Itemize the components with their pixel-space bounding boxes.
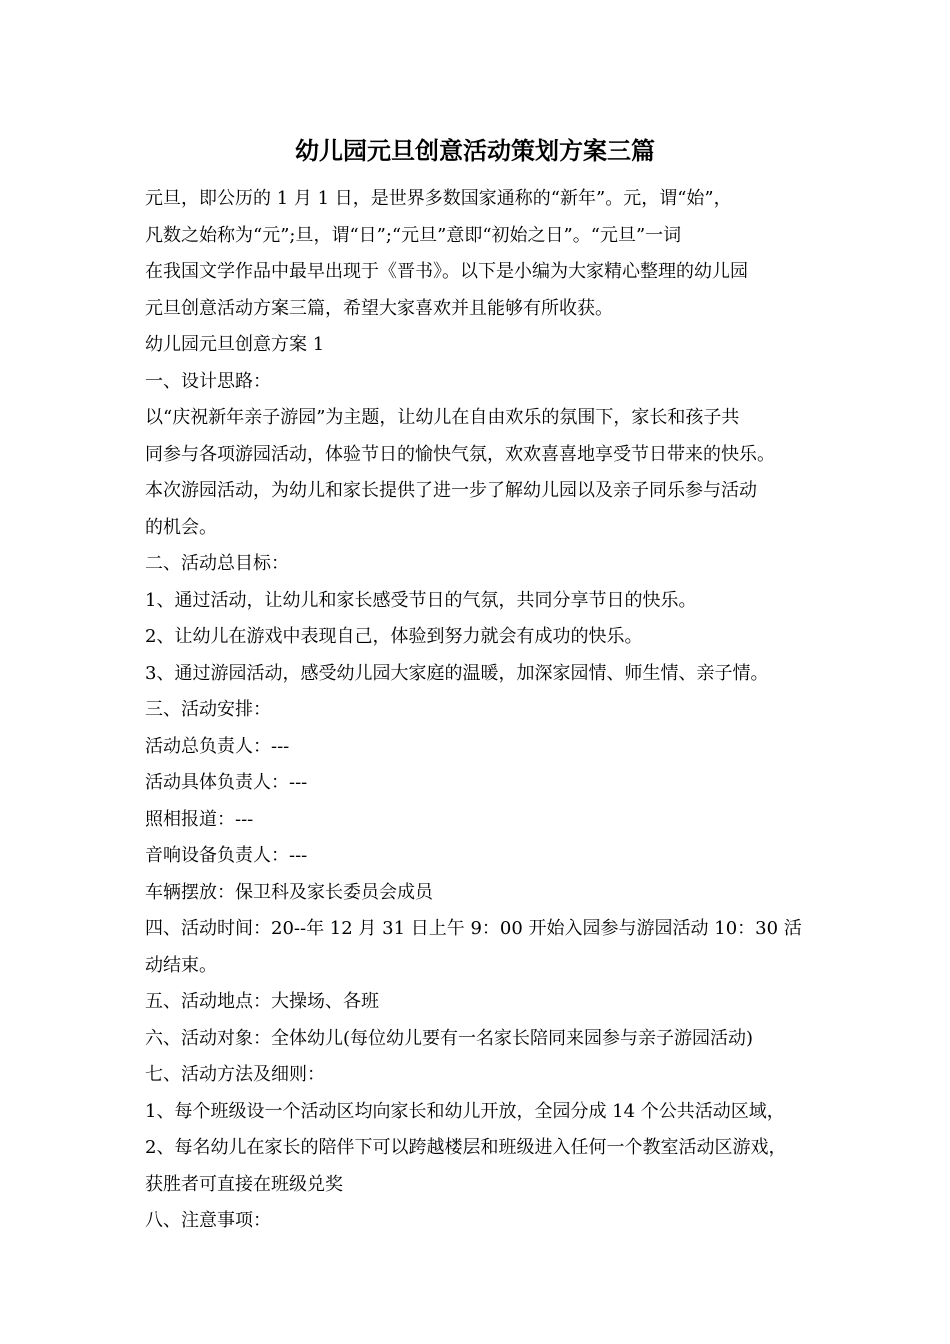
text-line: 车辆摆放：保卫科及家长委员会成员 — [145, 881, 433, 903]
text-line: 动结束。 — [145, 954, 217, 976]
text-line: 活动总负责人：--- — [145, 735, 290, 757]
text-line: 在我国文学作品中最早出现于《晋书》。以下是小编为大家精心整理的幼儿园 — [145, 261, 748, 282]
list-item: 2、让幼儿在游戏中表现自己，体验到努力就会有成功的快乐。 — [145, 626, 643, 647]
text-line: 元旦，即公历的 1 月 1 日，是世界多数国家通称的“新年”。元，谓“始”， — [145, 188, 732, 209]
list-item: 1、通过活动，让幼儿和家长感受节日的气氛，共同分享节日的快乐。 — [145, 589, 697, 611]
text-line: 本次游园活动，为幼儿和家长提供了进一步了解幼儿园以及亲子同乐参与活动 — [145, 480, 757, 501]
section-heading: 二、活动总目标： — [145, 553, 289, 574]
document-title: 幼儿园元旦创意活动策划方案三篇 — [295, 136, 655, 165]
section-heading: 六、活动对象：全体幼儿(每位幼儿要有一名家长陪同来园参与亲子游园活动) — [145, 1027, 754, 1049]
text-line: 照相报道：--- — [145, 808, 254, 830]
section-heading: 四、活动时间：20--年 12 月 31 日上午 9：00 开始入园参与游园活动 10：30 活 — [145, 918, 802, 939]
section-heading: 八、注意事项： — [145, 1210, 271, 1231]
text-line: 获胜者可直接在班级兑奖 — [145, 1173, 343, 1195]
text-line: 同参与各项游园活动，体验节日的愉快气氛，欢欢喜喜地享受节日带来的快乐。 — [145, 443, 775, 465]
text-line: 元旦创意活动方案三篇，希望大家喜欢并且能够有所收获。 — [145, 297, 613, 319]
text-line: 以“庆祝新年亲子游园”为主题，让幼儿在自由欢乐的氛围下，家长和孩子共 — [145, 407, 740, 428]
section-heading: 幼儿园元旦创意方案 1 — [145, 334, 325, 355]
text-line: 音响设备负责人：--- — [145, 845, 308, 866]
section-heading: 三、活动安排： — [145, 699, 271, 720]
text-line: 的机会。 — [145, 516, 217, 538]
section-heading: 五、活动地点：大操场、各班 — [145, 991, 379, 1012]
section-heading: 一、设计思路： — [145, 370, 271, 392]
section-heading: 七、活动方法及细则： — [145, 1064, 325, 1085]
list-item: 2、每名幼儿在家长的陪伴下可以跨越楼层和班级进入任何一个教室活动区游戏， — [145, 1137, 787, 1158]
text-line: 活动具体负责人：--- — [145, 772, 308, 793]
list-item: 1、每个班级设一个活动区均向家长和幼儿开放，全园分成 14 个公共活动区域， — [145, 1100, 785, 1122]
document-body — [145, 181, 825, 1240]
list-item: 3、通过游园活动，感受幼儿园大家庭的温暖，加深家园情、师生情、亲子情。 — [145, 662, 769, 684]
text-line: 凡数之始称为“元”;旦，谓“日”;“元旦”意即“初始之日”。“元旦”一词 — [145, 224, 682, 246]
